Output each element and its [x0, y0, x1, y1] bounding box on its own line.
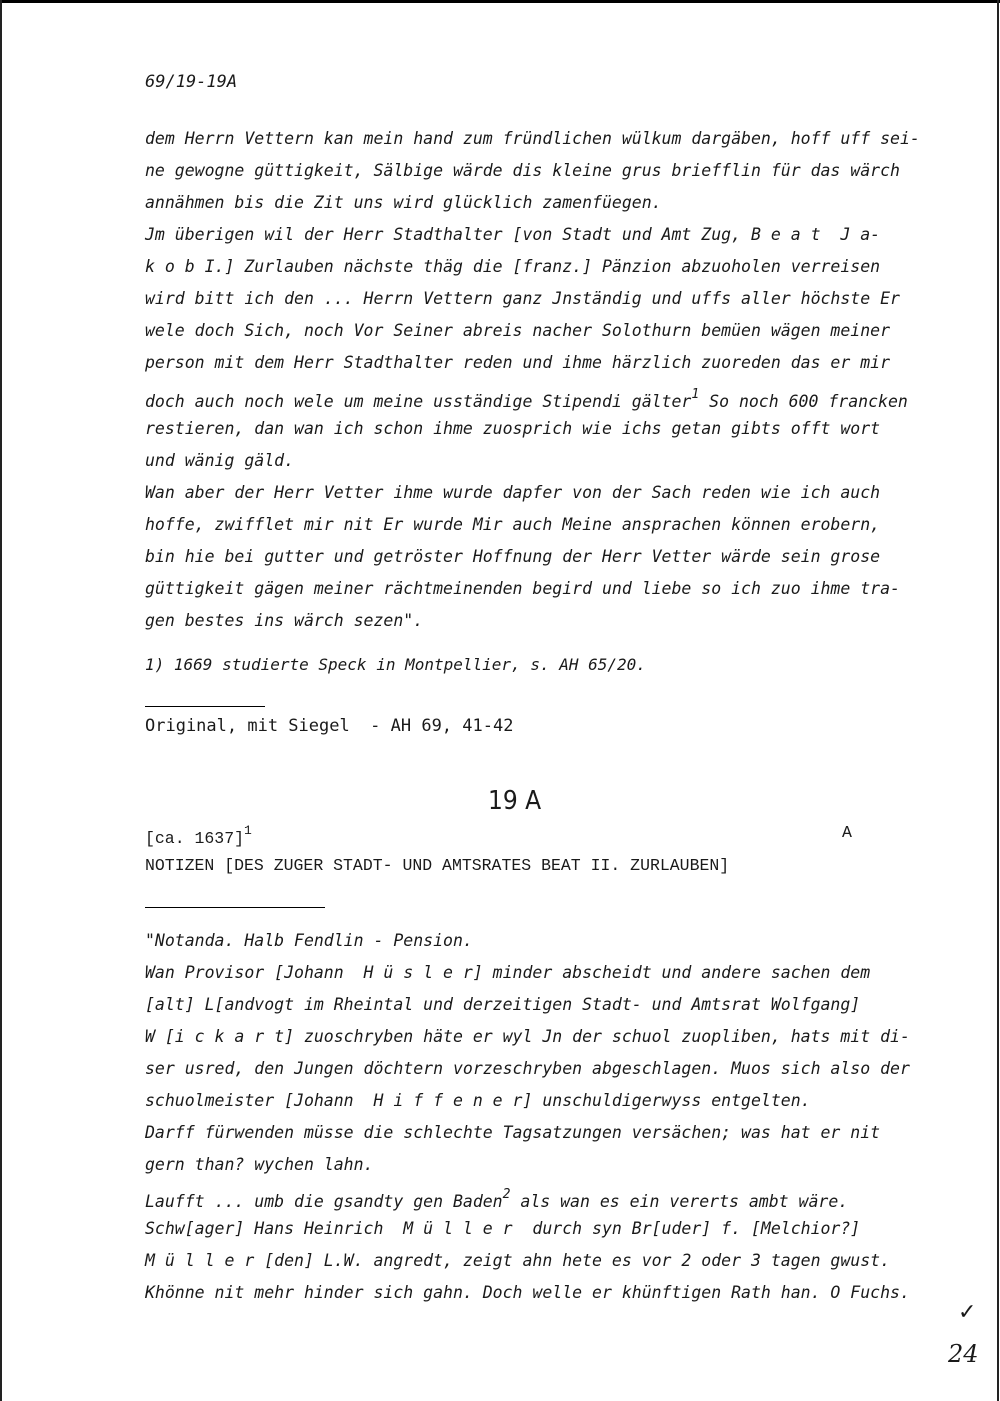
date-footnote-marker: 1	[244, 823, 252, 838]
letter-line: bin hie bei gutter und getröster Hoffnung der Herr Vetter wärde sein grose	[145, 547, 881, 566]
document-heading: NOTIZEN [DES ZUGER STADT- UND AMTSRATES BEAT II. ZURLAUBEN]	[145, 856, 730, 875]
letter-line: k o b I.] Zurlauben nächste thäg die [franz.] Pänzion abzuoholen verreisen	[145, 257, 881, 276]
letter-line: gen bestes ins wärch sezen".	[145, 611, 424, 630]
notes-line: ser usred, den Jungen döchtern vorzeschryben abgeschlagen. Muos sich also der	[145, 1059, 910, 1078]
notes-line-tail: als wan es ein vererts ambt wäre.	[510, 1192, 849, 1211]
letter-line-with-footnote	[145, 387, 908, 411]
notes-line-with-footnote	[145, 1187, 848, 1211]
page-reference: 69/19-19A	[145, 72, 238, 92]
scan-border-right	[997, 0, 999, 1401]
scan-border-top	[0, 0, 1000, 3]
notes-line: Darff fürwenden müsse die schlechte Tagsatzungen versächen; was hat er nit	[145, 1123, 881, 1142]
letter-line: restieren, dan wan ich schon ihme zuosprich wie ichs getan gibts offt wort	[145, 419, 881, 438]
scan-border-left	[0, 0, 2, 1401]
letter-line: Wan aber der Herr Vetter ihme wurde dapfer von der Sach reden wie ich auch	[145, 483, 881, 502]
letter-line: dem Herrn Vettern kan mein hand zum fründlichen wülkum dargäben, hoff uff sei-	[145, 129, 920, 148]
notes-line: Khönne nit mehr hinder sich gahn. Doch welle er khünftigen Rath han. O Fuchs.	[145, 1283, 910, 1302]
footnote-divider	[145, 706, 265, 707]
letter-line: annähmen bis die Zit uns wird glücklich zamenfüegen.	[145, 193, 662, 212]
letter-line: und wänig gäld.	[145, 451, 295, 470]
notes-line: Wan Provisor [Johann H ü s l e r] minder abscheidt und andere sachen dem	[145, 963, 871, 982]
notes-line: Schw[ager] Hans Heinrich M ü l l e r durch syn Br[uder] f. [Melchior?]	[145, 1219, 861, 1238]
notes-line: schuolmeister [Johann H i f f e n e r] unschuldigerwyss entgelten.	[145, 1091, 811, 1110]
notes-line: gern than? wychen lahn.	[145, 1155, 374, 1174]
notes-line: W [i c k a r t] zuoschryben häte er wyl Jn der schuol zuopliben, hats mit di-	[145, 1027, 910, 1046]
notes-line: [alt] L[andvogt im Rheintal und derzeitigen Stadt- und Amtsrat Wolfgang]	[145, 995, 861, 1014]
footnote: 1) 1669 studierte Speck in Montpellier, s. AH 65/20.	[145, 655, 646, 674]
letter-line: wele doch Sich, noch Vor Seiner abreis nacher Solothurn bemüen wägen meiner	[145, 321, 891, 340]
checkmark-icon: ✓	[958, 1300, 977, 1325]
footnote-marker: 2	[502, 1187, 511, 1202]
letter-line: ne gewogne güttigkeit, Sälbige wärde dis kleine grus briefflin für das wärch	[145, 161, 900, 180]
letter-line: wird bitt ich den ... Herrn Vettern ganz Jnständig und uffs aller höchste Er	[145, 289, 900, 308]
handwritten-page-number: 24	[948, 1340, 979, 1368]
letter-line: doch auch noch wele um meine usständige Stipendi gälter	[145, 392, 692, 411]
notes-line: M ü l l e r [den] L.W. angredt, zeigt ahn hete es vor 2 oder 3 tagen gwust.	[145, 1251, 891, 1270]
letter-line: Jm überigen wil der Herr Stadthalter [von Stadt und Amt Zug, B e a t J a-	[145, 225, 881, 244]
footnote-marker: 1	[691, 387, 700, 402]
letter-line: hoffe, zwifflet mir nit Er wurde Mir auch Meine ansprachen können erobern,	[145, 515, 881, 534]
letter-line: güttigkeit gägen meiner rächtmeinenden begird und liebe so ich zuo ihme tra-	[145, 579, 900, 598]
heading-divider	[145, 907, 325, 908]
source-note: Original, mit Siegel - AH 69, 41-42	[145, 716, 514, 736]
notes-line: Laufft ... umb die gsandty gen Baden	[145, 1192, 503, 1211]
date-line	[145, 823, 252, 848]
letter-line-tail: So noch 600 francken	[699, 392, 908, 411]
letter-line: person mit dem Herr Stadthalter reden und ihme härzlich zuoreden das er mir	[145, 353, 891, 372]
document-number: 19 A	[488, 786, 542, 816]
date-text: [ca. 1637]	[145, 829, 245, 848]
letter-a: A	[842, 823, 852, 842]
notes-line: "Notanda. Halb Fendlin - Pension.	[145, 931, 473, 950]
